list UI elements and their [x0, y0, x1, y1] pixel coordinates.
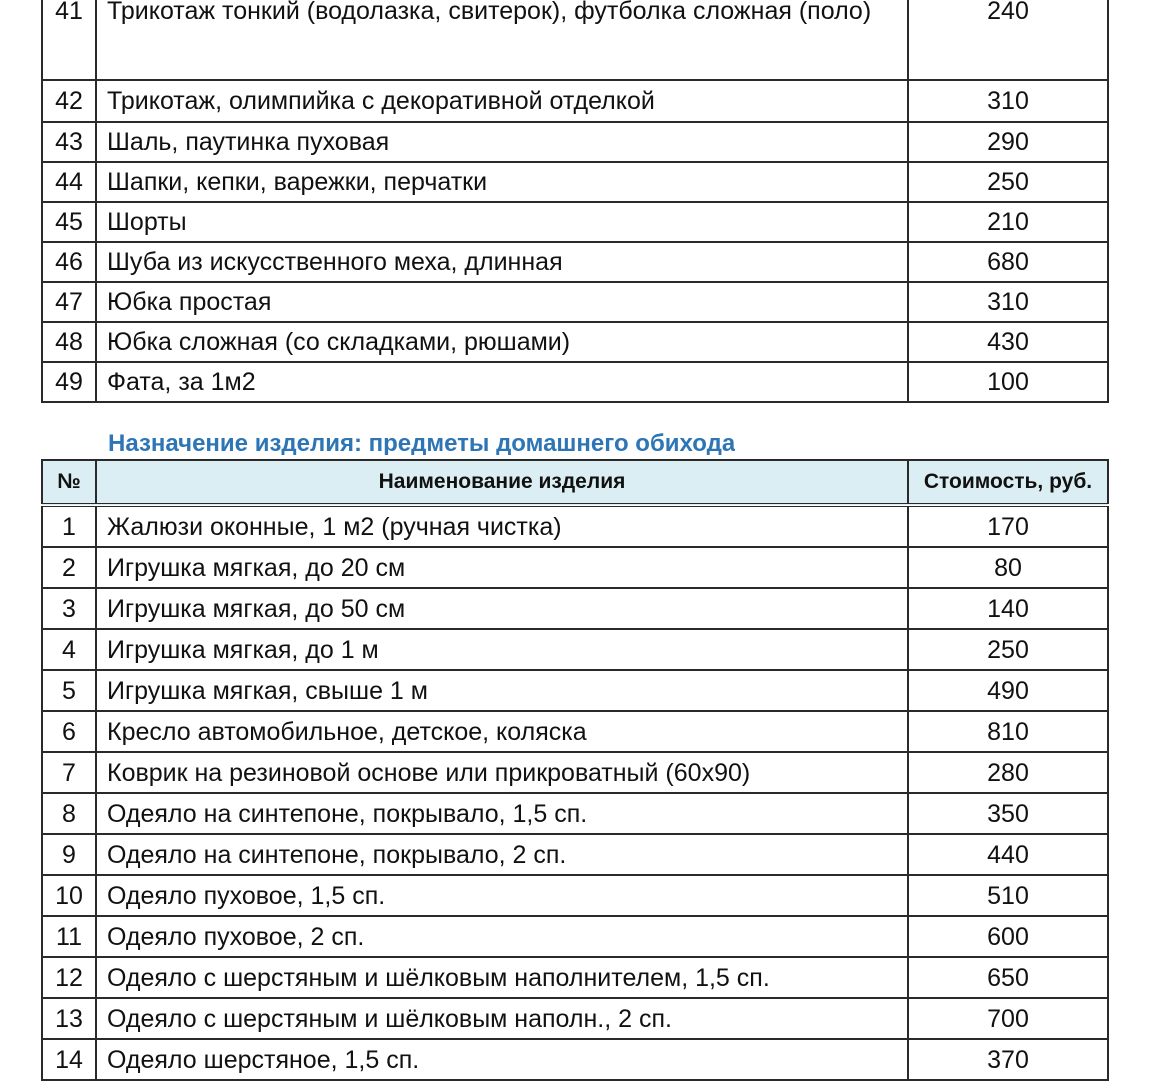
- item-name: Фата, за 1м2: [96, 362, 908, 402]
- item-name: Одеяло на синтепоне, покрывало, 2 сп.: [96, 834, 908, 875]
- item-name: Игрушка мягкая, свыше 1 м: [96, 670, 908, 711]
- table-row: [42, 80, 1108, 122]
- row-number: 43: [42, 122, 96, 162]
- table-row: [42, 1039, 1108, 1080]
- table-row: [42, 752, 1108, 793]
- item-price: 250: [908, 629, 1108, 670]
- row-number: 11: [42, 916, 96, 957]
- row-number: 41: [42, 0, 96, 80]
- row-number: 12: [42, 957, 96, 998]
- item-name: Шаль, паутинка пуховая: [96, 122, 908, 162]
- row-number: 5: [42, 670, 96, 711]
- row-number: 49: [42, 362, 96, 402]
- item-name: Одеяло шерстяное, 1,5 сп.: [96, 1039, 908, 1080]
- row-number: 1: [42, 505, 96, 547]
- item-name: Одеяло с шерстяным и шёлковым наполн., 2 сп.: [96, 998, 908, 1039]
- row-number: 9: [42, 834, 96, 875]
- table-row: [42, 242, 1108, 282]
- item-name: Одеяло с шерстяным и шёлковым наполнителем, 1,5 сп.: [96, 957, 908, 998]
- table-row: [42, 875, 1108, 916]
- table-row: [42, 0, 1108, 80]
- table-row: [42, 711, 1108, 752]
- table-row: [42, 547, 1108, 588]
- table-row: [42, 282, 1108, 322]
- row-number: 14: [42, 1039, 96, 1080]
- row-number: 45: [42, 202, 96, 242]
- table-row: [42, 629, 1108, 670]
- row-number: 6: [42, 711, 96, 752]
- item-name: Одеяло на синтепоне, покрывало, 1,5 сп.: [96, 793, 908, 834]
- item-price: 440: [908, 834, 1108, 875]
- item-price: 80: [908, 547, 1108, 588]
- item-name: Юбка простая: [96, 282, 908, 322]
- item-price: 250: [908, 162, 1108, 202]
- item-name: Юбка сложная (со складками, рюшами): [96, 322, 908, 362]
- row-number: 46: [42, 242, 96, 282]
- table-row: [42, 588, 1108, 629]
- item-name: Одеяло пуховое, 2 сп.: [96, 916, 908, 957]
- item-price: 290: [908, 122, 1108, 162]
- column-header-number: №: [42, 460, 96, 505]
- table-row: [42, 998, 1108, 1039]
- table-row: [42, 362, 1108, 402]
- table-header-row: [42, 460, 1108, 505]
- item-price: 310: [908, 80, 1108, 122]
- table-row: [42, 322, 1108, 362]
- item-price: 510: [908, 875, 1108, 916]
- item-name: Кресло автомобильное, детское, коляска: [96, 711, 908, 752]
- table-row: [42, 202, 1108, 242]
- item-price: 350: [908, 793, 1108, 834]
- item-price: 370: [908, 1039, 1108, 1080]
- row-number: 4: [42, 629, 96, 670]
- item-name: Игрушка мягкая, до 50 см: [96, 588, 908, 629]
- table-row: [42, 505, 1108, 547]
- item-name: Шорты: [96, 202, 908, 242]
- item-price: 100: [908, 362, 1108, 402]
- item-name: Шапки, кепки, варежки, перчатки: [96, 162, 908, 202]
- table-row: [42, 122, 1108, 162]
- column-header-name: Наименование изделия: [96, 460, 908, 505]
- row-number: 3: [42, 588, 96, 629]
- item-price: 700: [908, 998, 1108, 1039]
- item-name: Игрушка мягкая, до 20 см: [96, 547, 908, 588]
- item-price: 600: [908, 916, 1108, 957]
- item-price: 170: [908, 505, 1108, 547]
- table-row: [42, 670, 1108, 711]
- row-number: 13: [42, 998, 96, 1039]
- row-number: 44: [42, 162, 96, 202]
- section-title: Назначение изделия: предметы домашнего обихода: [108, 430, 736, 455]
- row-number: 10: [42, 875, 96, 916]
- table-row: [42, 916, 1108, 957]
- table-row: [42, 162, 1108, 202]
- item-price: 310: [908, 282, 1108, 322]
- price-table-household: [41, 459, 1109, 1081]
- item-price: 240: [908, 0, 1108, 80]
- item-name: Трикотаж тонкий (водолазка, свитерок), футболка сложная (поло): [96, 0, 908, 80]
- item-price: 650: [908, 957, 1108, 998]
- item-name: Шуба из искусственного меха, длинная: [96, 242, 908, 282]
- table-row: [42, 834, 1108, 875]
- item-price: 810: [908, 711, 1108, 752]
- table-row: [42, 793, 1108, 834]
- item-name: Трикотаж, олимпийка с декоративной отделкой: [96, 80, 908, 122]
- item-price: 680: [908, 242, 1108, 282]
- row-number: 2: [42, 547, 96, 588]
- item-price: 210: [908, 202, 1108, 242]
- item-price: 430: [908, 322, 1108, 362]
- price-table-clothing: [41, 0, 1109, 403]
- row-number: 7: [42, 752, 96, 793]
- row-number: 8: [42, 793, 96, 834]
- row-number: 42: [42, 80, 96, 122]
- item-price: 280: [908, 752, 1108, 793]
- item-name: Одеяло пуховое, 1,5 сп.: [96, 875, 908, 916]
- column-header-price: Стоимость, руб.: [908, 460, 1108, 505]
- item-price: 490: [908, 670, 1108, 711]
- row-number: 48: [42, 322, 96, 362]
- row-number: 47: [42, 282, 96, 322]
- item-name: Игрушка мягкая, до 1 м: [96, 629, 908, 670]
- item-name: Жалюзи оконные, 1 м2 (ручная чистка): [96, 505, 908, 547]
- item-price: 140: [908, 588, 1108, 629]
- item-name: Коврик на резиновой основе или прикроватный (60х90): [96, 752, 908, 793]
- table-row: [42, 957, 1108, 998]
